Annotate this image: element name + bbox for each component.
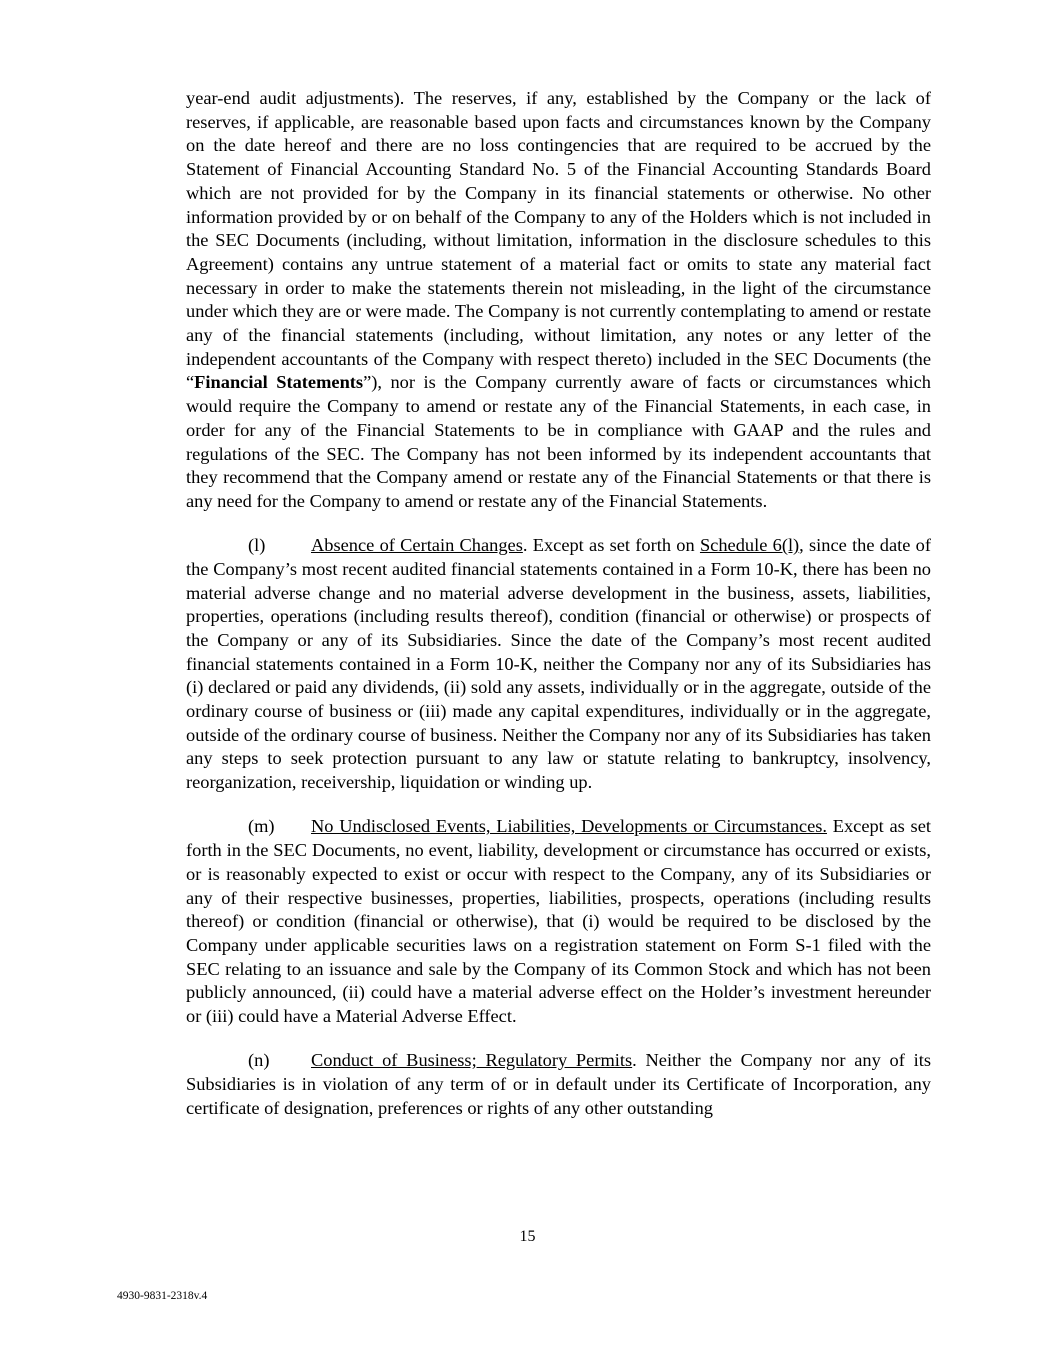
paragraph-text: year-end audit adjustments). The reserves, if any, established by the Company or the lack of reserves, if applicable, are reasonable based upon facts and circumstances known by the Company on the date hereof and there are no loss contingencies that are required to be accrued by the Statement of Financial Accounting Standard No. 5 of the Financial Accounting Standards Board which are not provided for by the Company in its financial statements or otherwise. No other information provided by or on behalf of the Company to any of the Holders which is not included in the SEC Documents (including, without limitation, information in the disclosure schedules to this Agreement) contains any untrue statement of a material fact or omits to state any material fact necessary in order to make the statements therein not misleading, in the light of the circumstance under which they are or were made. The Company is not currently contemplating to amend or restate any of the financial statements (including, without limitation, any notes or any letter of the independent accountants of the Company with respect thereto) included in the SEC Documents (the “	[186, 88, 931, 393]
section-l	[186, 534, 931, 795]
schedule-reference: Schedule 6(l)	[699, 535, 800, 556]
page-number: 15	[519, 1228, 536, 1245]
section-text: . Neither the Company nor any of its Subsidiaries is in violation of any term of or in default under its Certificate of Incorporation, any certificate of designation, preferences or rights of any other outstanding	[186, 1050, 931, 1118]
section-heading: Conduct of Business; Regulatory Permits	[311, 1050, 633, 1071]
document-id: 4930-9831-2318v.4	[117, 1290, 208, 1302]
section-heading: No Undisclosed Events, Liabilities, Developments or Circumstances.	[311, 816, 827, 837]
section-text: , since the date of the Company’s most recent audited financial statements contained in a Form 10-K, there has been no material adverse change and no material adverse development in the business, assets, liabilities, properties, operations (including results thereof), condition (financial or otherwise) or prospects of the Company or any of its Subsidiaries. Since the date of the Company’s most recent audited financial statements contained in a Form 10-K, neither the Company nor any of its Subsidiaries has (i) declared or paid any dividends, (ii) sold any assets, individually or in the aggregate, outside of the ordinary course of business or (iii) made any capital expenditures, individually or in the aggregate, outside of the ordinary course of business. Neither the Company nor any of its Subsidiaries has taken any steps to seek protection pursuant to any law or statute relating to bankruptcy, insolvency, reorganization, receivership, liquidation or winding up.	[186, 535, 931, 793]
section-number: (m)	[248, 816, 275, 837]
paragraph-text: ”), nor is the Company currently aware of facts or circumstances which would require the Company to amend or restate any of the Financial Statements, in each case, in order for any of the Financial Statements to be in compliance with GAAP and the rules and regulations of the SEC. The Company has not been informed by its independent accountants that they recommend that the Company amend or restate any of the Financial Statements or that there is any need for the Company to amend or restate any of the Financial Statements.	[186, 372, 931, 511]
section-number: (n)	[248, 1050, 270, 1071]
section-text: . Except as set forth on	[522, 535, 700, 556]
section-m	[186, 815, 931, 1028]
section-text: Except as set forth in the SEC Documents, no event, liability, development or circumstance has occurred or exists, or is reasonably expected to exist or occur with respect to the Company, any of its Subsidiaries or any of their respective businesses, properties, liabilities, prospects, operations (including results thereof) or condition (financial or otherwise), that (i) would be required to be disclosed by the Company under applicable securities laws on a registration statement on Form S-1 filed with the SEC relating to an issuance and sale by the Company of its Common Stock and which has not been publicly announced, (ii) could have a material adverse effect on the Holder’s investment hereunder or (iii) could have a Material Adverse Effect.	[186, 816, 931, 1027]
section-heading: Absence of Certain Changes	[311, 535, 523, 556]
paragraph-continuation	[186, 87, 931, 514]
document-body	[186, 87, 931, 1120]
defined-term-financial-statements: Financial Statements	[194, 372, 364, 393]
section-number: (l)	[248, 535, 266, 556]
section-n	[186, 1049, 931, 1120]
